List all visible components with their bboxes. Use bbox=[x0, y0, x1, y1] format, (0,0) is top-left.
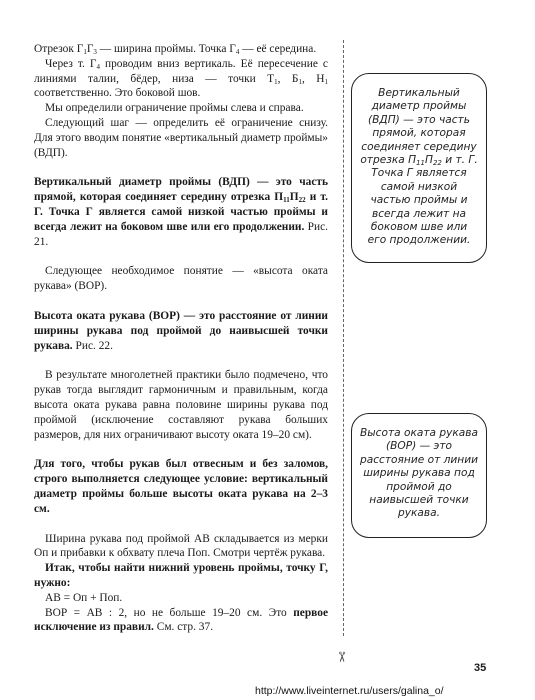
main-text-column bbox=[34, 42, 328, 635]
formula-ab: АВ = Оп + Поп. bbox=[45, 591, 123, 604]
paragraph-vdp-definition: Вертикальный диаметр проймы (ВДП) — это часть прямой, которая соединяет середину отрезка $П_{11}П_{22}$ и т. Г. Точка Г является самой низкой частью проймы и всегда лежит на боковом шве или его продолжении. Рис. 21. bbox=[34, 176, 328, 248]
paragraph-condition: Для того, чтобы рукав был отвесным и без заломов, строго выполняется следующее условие: вертикальный диаметр проймы больше высоты оката рукава на 2–3 см. bbox=[34, 458, 328, 515]
paragraph-side-seam: Через т. $Г_4$ проводим вниз вертикаль. Её пересечение с линиями талии, бёдер, низа — точки $Т_1$, $Б_1$, $Н_1$ соответственно. Это боковой шов. bbox=[34, 57, 328, 100]
sidebar-box-vdp: Вертикальный диаметр проймы (ВДП) — это часть прямой, которая соединяет середину отрезка $П_{11}П_{22}$ и т. Г. Точка Г является самой низкой частью проймы и всегда лежит на боковом шве или его продолжении. bbox=[351, 73, 487, 263]
paragraph-next-step: Следующий шаг — определить её ограничение снизу. Для этого вводим понятие «вертикальный диаметр проймы» (ВДП). bbox=[34, 116, 328, 159]
formula-vor: ВОР = АВ : 2, но не больше 19–20 см. Это первое исключение из правил. См. стр. 37. bbox=[34, 606, 328, 634]
watermark-url: http://www.liveinternet.ru/users/galina_o/ bbox=[255, 685, 444, 697]
cut-line-divider bbox=[343, 40, 344, 636]
paragraph-vor-intro: Следующее необходимое понятие — «высота оката рукава» (ВОР). bbox=[34, 265, 328, 293]
paragraph-vor-definition: Высота оката рукава (ВОР) — это расстояние от линии ширины рукава под проймой до наивысшей точки рукава. Рис. 22. bbox=[34, 309, 328, 352]
paragraph-find-level: Итак, чтобы найти нижний уровень проймы, точку Г, нужно: bbox=[34, 562, 328, 589]
sidebar-box-vor: Высота оката рукава (ВОР) — это расстояние от линии ширины рукава под проймой до наивысшей точки рукава. bbox=[351, 413, 487, 538]
paragraph-practice: В результате многолетней практики было подмечено, что рукав тогда выглядит гармоничным и правильным, когда высота оката рукава равна половине ширины рукава под проймой (исключение составляют рукава больших размеров, для них ограничивают высоту оката 19–20 см). bbox=[34, 369, 328, 441]
page-number: 35 bbox=[474, 662, 487, 674]
scissors-icon: ✂ bbox=[332, 651, 349, 663]
paragraph-armhole-width: Отрезок $Г_1Г_3$ — ширина проймы. Точка $Г_4$ — её середина. bbox=[34, 43, 317, 56]
paragraph-limits: Мы определили ограничение проймы слева и справа. bbox=[45, 102, 304, 115]
paragraph-sleeve-width: Ширина рукава под проймой АВ складывается из мерки Оп и прибавки к обхвату плеча Поп. Смотри чертёж рукава. bbox=[34, 532, 328, 560]
